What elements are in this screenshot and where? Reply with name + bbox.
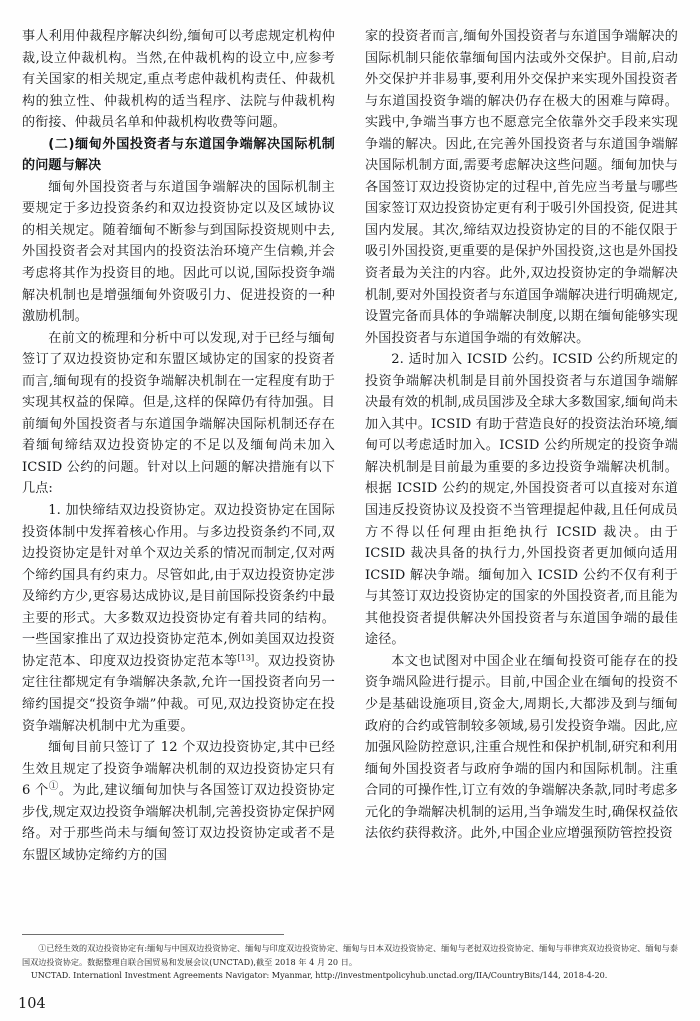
section-heading: (二)缅甸外国投资者与东道国争端解决国际机制的问题与解决	[22, 136, 335, 174]
left-column	[22, 26, 335, 916]
paragraph-item-1-text-before-ref: 1. 加快缔结双边投资协定。双边投资协定在国际投资体制中发挥着核心作用。与多边投资条约不同,双边投资协定是针对单个双边关系的情况而制定,仅对两个缔约国具有约束力。尽管如此,由于双边投资协定涉及缔约方少,更容易达成协议,是目前国际投资条约中最主要的形式。大多数双边投资协定有着共同的结构。一些国家推出了双边投资协定范本,例如美国双边投资协定范本、印度双边投资协定范本等	[22, 503, 335, 669]
paragraph-international-mechanism: 缅甸外国投资者与东道国争端解决的国际机制主要规定于多边投资条约和双边投资协定以及区域协议的相关规定。随着缅甸不断参与到国际投资规则中去,外国投资者会对其国内的投资法治环境产生信赖,并会考虑将其作为投资目的地。因此可以说,国际投资争端解决机制也是增强缅甸外资吸引力、促进投资的一种激励机制。	[22, 179, 335, 325]
paragraph-analysis-summary: 在前文的梳理和分析中可以发现,对于已经与缅甸签订了双边投资协定和东盟区域协定的国家的投资者而言,缅甸现有的投资争端解决机制在一定程度有助于实现其权益的保障。但是,这样的保障仍有待加强。目前缅甸外国投资者与东道国争端解决国际机制还存在着缅甸缔结双边投资协定的不足以及缅甸尚未加入 ICSID 公约的问题。针对以上问题的解决措施有以下几点:	[22, 330, 335, 497]
paragraph-bit-count-text-after-note: 。为此,建议缅甸加快与各国签订双边投资协定步伐,规定双边投资争端解决机制,完善投资协定保护网络。对于那些尚未与缅甸签订双边投资协定或者不是东盟区域协定缔约方的国	[22, 783, 335, 863]
paragraph-bit-count-text-before-note: 缅甸目前只签订了 12 个双边投资协定,其中已经生效且规定了投资争端解决机制的双边投资协定只有 6 个	[22, 740, 335, 799]
paragraph-item-1-text-after-ref: 。双边投资协定往往都规定有争端解决条款,允许一国投资者向另一缔约国提交“投资争端”仲裁。可见,双边投资协定在投资争端解决机制中尤为重要。	[22, 653, 335, 734]
paragraph-item-1	[22, 500, 335, 737]
two-column-body	[22, 26, 678, 916]
paragraph-continued: 事人利用仲裁程序解决纠纷,缅甸可以考虑规定机构仲裁,设立仲裁机构。当然,在仲裁机构的设立中,应参考有关国家的相关规定,重点考虑仲裁机构责任、仲裁机构的独立性、仲裁机构的适当程序、法院与仲裁机构的衔接、仲裁员名单和仲裁机构收费等问题。	[22, 29, 335, 131]
paragraph-diplomatic-protection: 家的投资者而言,缅甸外国投资者与东道国争端解决的国际机制只能依靠缅甸国内法或外交保护。目前,启动外交保护并非易事,要利用外交保护来实现外国投资者与东道国投资争端的解决仍存在极大的困难与障碍。实践中,争端当事方也不愿意完全依靠外交手段来实现争端的解决。因此,在完善外国投资者与东道国争端解决国际机制方面,需要考虑解决这些问题。缅甸加快与各国签订双边投资协定的过程中,首先应当考量与哪些国家签订双边投资协定更有利于吸引外国投资, 促进其国内发展。其次,缔结双边投资协定的目的不能仅限于吸引外国投资,更重要的是保护外国投资,这也是外国投资者最为关注的内容。此外,双边投资协定的争端解决机制,要对外国投资者与东道国争端解决进行明确规定,设置完备而具体的争端解决制度,以期在缅甸能够实现外国投资者与东道国争端的有效解决。	[365, 29, 678, 346]
page-number: 104	[18, 996, 46, 1012]
footnote-marker-1[interactable]: ①	[48, 781, 59, 793]
right-column	[365, 26, 678, 916]
footnote-zone	[22, 934, 678, 983]
footnote-separator-rule	[22, 934, 284, 935]
reference-marker-13: [13]	[237, 652, 255, 663]
footnote-1: ①已经生效的双边投资协定有:缅甸与中国双边投资协定、缅甸与印度双边投资协定、缅甸与日本双边投资协定、缅甸与老挝双边投资协定、缅甸与菲律宾双边投资协定、缅甸与泰国双边投资协定。数据整理自联合国贸易和发展会议(UNCTAD),截至 2018 年 4 月 20 日。	[22, 943, 678, 967]
paragraph-chinese-enterprises: 本文也试图对中国企业在缅甸投资可能存在的投资争端风险进行提示。目前,中国企业在缅甸的投资不少是基础设施项目,资金大,周期长,大都涉及到与缅甸政府的合约或管制较多领域,易引发投资争端。因此,应加强风险防控意识,注重合规性和保护机制,研究和利用缅甸外国投资者与政府争端的国内和国际机制。注重合同的可操作性,订立有效的争端解决条款,同时考虑多元化的争端解决机制的运用,当争端发生时,确保权益依法依约获得救济。此外,中国企业应增强预防管控投资	[365, 653, 678, 842]
paragraph-bit-count	[22, 737, 335, 866]
footnote-source-citation: UNCTAD. Internationl Investment Agreements Navigator: Myanmar, http://investmentpolicyhub.unctad.org/IIA/CountryBits/144, 2018-4-20.	[30, 970, 608, 981]
paragraph-item-2-icsid: 2. 适时加入 ICSID 公约。ICSID 公约所规定的投资争端解决机制是目前外国投资者与东道国争端解决最有效的机制,成员国涉及全球大多数国家,缅甸尚未加入其中。ICSID 有助于营造良好的投资法治环境,缅甸可以考虑适时加入。ICSID 公约所规定的投资争端解决机制是目前最为重要的多边投资争端解决机制。根据 ICSID 公约的规定,外国投资者可以直接对东道国违反投资协议及投资不当管理提起仲裁,且任何成员方不得以任何理由拒绝执行 ICSID 裁决。由于 ICSID 裁决具备的执行力,外国投资者更加倾向适用 ICSID 解决争端。缅甸加入 ICSID 公约不仅有利于与其签订双边投资协定的国家的外国投资者,而且能为其他投资者提供解决外国投资者与东道国争端的最佳途径。	[365, 352, 678, 648]
